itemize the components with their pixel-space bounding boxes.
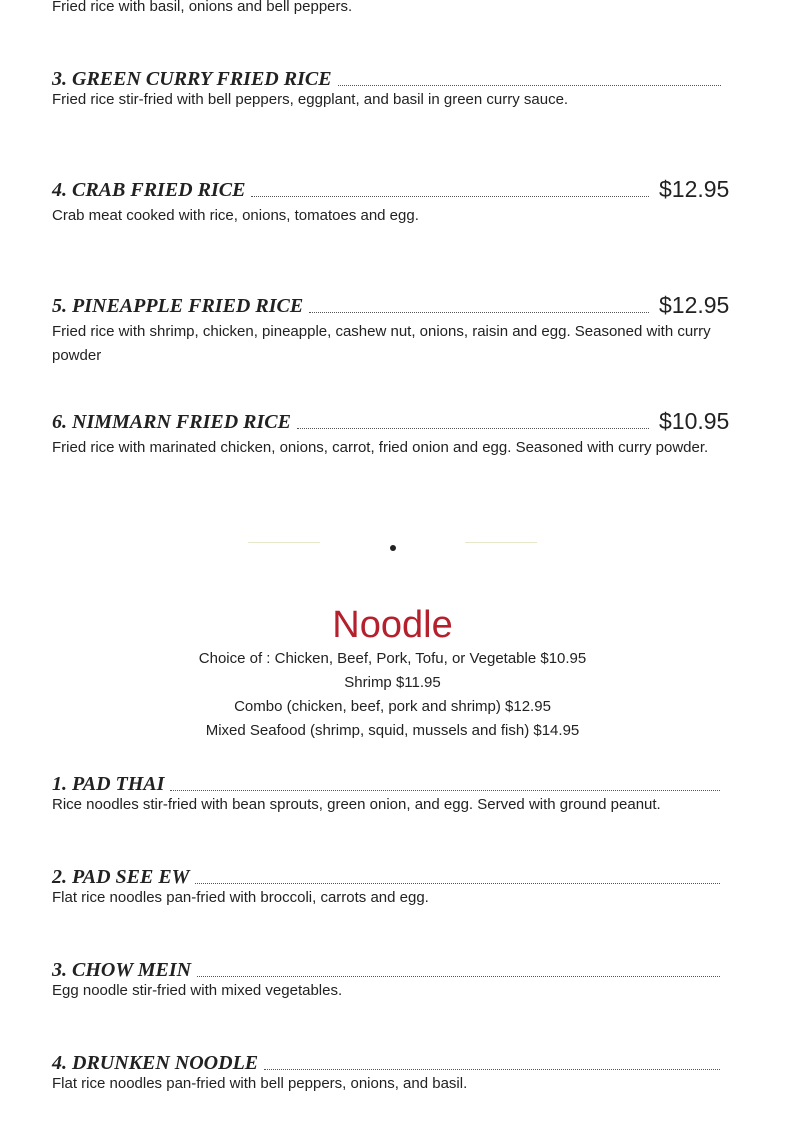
item-description: Crab meat cooked with rice, onions, tomatoes and egg. bbox=[52, 207, 419, 224]
item-price: $12.95 bbox=[659, 292, 730, 318]
dot-leader bbox=[170, 790, 720, 791]
divider-line-right bbox=[465, 542, 537, 543]
divider-dot bbox=[390, 545, 396, 551]
item-price: $12.95 bbox=[659, 176, 730, 202]
item-description: Fried rice with marinated chicken, onions, carrot, fried onion and egg. Seasoned with curry powder. bbox=[52, 439, 709, 456]
menu-item-crab-fried-rice bbox=[52, 179, 649, 202]
item-title: 5. PINEAPPLE FRIED RICE bbox=[52, 295, 304, 317]
item-description: Flat rice noodles pan-fried with broccoli, carrots and egg. bbox=[52, 889, 429, 906]
item-title: 2. PAD SEE EW bbox=[52, 866, 190, 888]
menu-item-pineapple-fried-rice bbox=[52, 295, 649, 318]
item-description: Fried rice with shrimp, chicken, pineapple, cashew nut, onions, raisin and egg. Seasoned with curry powder bbox=[52, 323, 711, 364]
item-title: 6. NIMMARN FRIED RICE bbox=[52, 411, 291, 433]
dot-leader bbox=[264, 1069, 720, 1070]
dot-leader bbox=[338, 85, 721, 86]
item-description: Flat rice noodles pan-fried with bell peppers, onions, and basil. bbox=[52, 1075, 468, 1092]
item-title: 4. DRUNKEN NOODLE bbox=[52, 1052, 259, 1074]
item-description: Rice noodles stir-fried with bean sprouts, green onion, and egg. Served with ground peanut. bbox=[52, 796, 661, 813]
dot-leader bbox=[297, 428, 649, 429]
dot-leader bbox=[195, 883, 720, 884]
divider-line-left bbox=[248, 542, 320, 543]
item-price: $10.95 bbox=[659, 408, 730, 434]
item-description: Fried rice with basil, onions and bell peppers. bbox=[52, 0, 353, 15]
section-title-noodle: Noodle bbox=[332, 604, 453, 646]
noodle-choice-line: Choice of : Chicken, Beef, Pork, Tofu, or Vegetable $10.95 bbox=[198, 650, 587, 667]
item-title: 1. PAD THAI bbox=[52, 773, 165, 795]
dot-leader bbox=[309, 312, 649, 313]
dot-leader bbox=[197, 976, 720, 977]
item-title: 3. GREEN CURRY FRIED RICE bbox=[52, 68, 332, 90]
dot-leader bbox=[251, 196, 649, 197]
noodle-choice-line: Combo (chicken, beef, pork and shrimp) $12.95 bbox=[234, 698, 551, 715]
item-description: Egg noodle stir-fried with mixed vegetables. bbox=[52, 982, 343, 999]
item-title: 4. CRAB FRIED RICE bbox=[52, 179, 246, 201]
item-title: 3. CHOW MEIN bbox=[52, 959, 192, 981]
noodle-choice-line: Shrimp $11.95 bbox=[344, 674, 441, 691]
noodle-choice-line: Mixed Seafood (shrimp, squid, mussels and fish) $14.95 bbox=[205, 722, 580, 739]
item-description: Fried rice stir-fried with bell peppers, eggplant, and basil in green curry sauce. bbox=[52, 91, 569, 108]
menu-item-nimmarn-fried-rice bbox=[52, 411, 649, 434]
